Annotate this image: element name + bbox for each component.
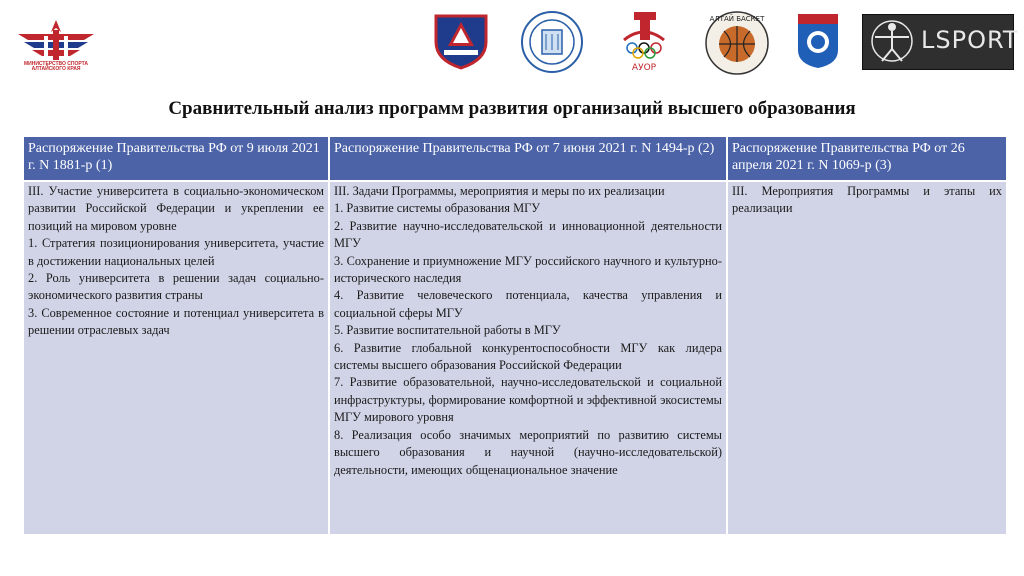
list-item: 2. Роль университета в решении задач социально-экономического развития страны xyxy=(28,271,324,303)
list-item: 3. Сохранение и приумножение МГУ российского научного и культурно-исторического наследия xyxy=(334,253,722,286)
column-header-1: Распоряжение Правительства РФ от 9 июля 2021 г. N 1881-р (1) xyxy=(23,136,329,181)
list-item: 8. Реализация особо значимых мероприятий по развитию системы высшего образования и научной (научно-исследовательской) деятельности, имеющих общенациональное значение xyxy=(334,427,722,477)
lsport-text: LSPORT xyxy=(921,26,1019,54)
slide-title: Сравнительный анализ программ развития организаций высшего образования xyxy=(168,98,856,119)
comparison-table xyxy=(22,135,1008,536)
auor-text: АУОР xyxy=(631,63,657,73)
list-item: 1. Развитие системы образования МГУ xyxy=(334,201,541,216)
list-item: III. Задачи Программы, мероприятия и меры по их реализации xyxy=(334,184,665,198)
column-header-2: Распоряжение Правительства РФ от 7 июня 2021 г. N 1494-р (2) xyxy=(329,136,727,181)
list-item: 1. Стратегия позиционирования университета, участие в достижении национальных целей xyxy=(28,236,324,268)
list-item: 5. Развитие воспитательной работы в МГУ xyxy=(334,323,561,338)
list-item: III. Участие университета в социально-экономическом развитии Российской Федерации и укреплении ее позиций на мировом уровне xyxy=(28,184,324,233)
table-row xyxy=(23,181,1007,535)
partner-logos xyxy=(430,10,1020,76)
table-header-row xyxy=(23,136,1007,181)
table-cell-col1 xyxy=(23,181,329,535)
column-header-3: Распоряжение Правительства РФ от 26 апреля 2021 г. N 1069-р (3) xyxy=(727,136,1007,181)
table-cell-col3 xyxy=(727,181,1007,535)
list-item: 3. Современное состояние и потенциал университета в решении отраслевых задач xyxy=(28,305,324,338)
list-item: 7. Развитие образовательной, научно-исследовательской и социальной инфраструктуры, формирование комфортной и эффективной экосистемы МГУ мирового уровня xyxy=(334,375,722,425)
list-item: III. Мероприятия Программы и этапы их реализации xyxy=(732,184,1002,216)
auor-olympic-logo xyxy=(616,10,672,81)
lsport-logo xyxy=(862,14,1019,70)
altai-basket-logo xyxy=(702,10,772,81)
ministry-caption: МИНИСТЕРСТВО СПОРТА АЛТАЙСКОГО КРАЯ xyxy=(23,61,89,72)
list-item: 6. Развитие глобальной конкурентоспособности МГУ как лидера системы высшего образования Российской Федерации xyxy=(334,340,722,373)
list-item: 4. Развитие человеческого потенциала, качества управления и социальной сферы МГУ xyxy=(334,288,722,320)
institute-emblem-logo xyxy=(520,10,584,79)
ministry-sport-logo xyxy=(14,18,98,70)
list-item: 2. Развитие научно-исследовательской и инновационной деятельности МГУ xyxy=(334,218,722,251)
ministry-emblem-icon xyxy=(14,18,98,64)
altai-basket-text: АЛТАЙ БАСКЕТ xyxy=(709,15,765,23)
university-shield-logo xyxy=(430,10,492,75)
vitruvian-man-icon xyxy=(867,15,917,67)
table-cell-col2 xyxy=(329,181,727,535)
sport-club-logo xyxy=(794,10,842,75)
